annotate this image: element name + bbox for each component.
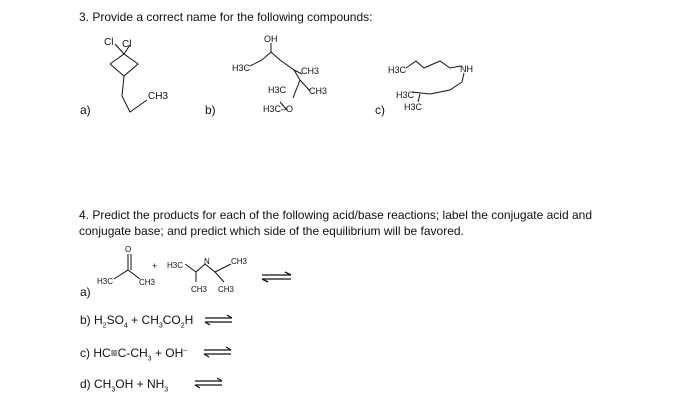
amine-methyl-left: H3C: [167, 261, 184, 270]
trimethylamine-structure: [167, 257, 248, 294]
reaction-c-label: c): [80, 346, 90, 360]
acetone-methyl-right: CH3: [139, 278, 156, 287]
methoxy-label-3b: H3C–O: [263, 104, 294, 114]
acetone-methyl-left: H3C: [97, 277, 114, 286]
reaction-b: b) $H_2SO_4 + CH_3CO_2H$: [80, 313, 194, 330]
equilibrium-arrow-d: [195, 378, 222, 388]
methyl-label-3a: CH3: [148, 91, 169, 102]
chlorine-label-2: Cl: [122, 39, 132, 50]
equilibrium-arrow-a: [262, 272, 291, 282]
reaction-a-label: a): [80, 285, 91, 299]
question-4-prompt-line-2: conjugate base; and predict which side of the equilibrium will be favored.: [79, 224, 464, 238]
methyl-top-3c: H3C: [388, 65, 407, 75]
chlorine-label-1: Cl: [104, 37, 114, 48]
methyl-inner-3b: H3C: [268, 85, 287, 95]
compound-3a-label: a): [80, 103, 91, 117]
amine-methyl-bottom-2: CH3: [218, 285, 235, 294]
reaction-d-label: d): [80, 377, 91, 391]
reaction-c: c) $HC\equiv C-CH_3 + OH^-$: [80, 346, 188, 363]
svg-text:O: O: [125, 245, 132, 254]
equilibrium-arrow-b: [205, 315, 232, 325]
amine-methyl-bottom-1: CH3: [191, 285, 208, 294]
equilibrium-arrow-c: [204, 347, 231, 357]
compound-3b-label: b): [205, 103, 216, 117]
methyl-branch-3b: CH3: [309, 86, 328, 96]
amine-methyl-right: CH3: [231, 257, 248, 266]
reaction-a-plus: +: [152, 261, 158, 271]
question-4-prompt-line-1: 4. Predict the products for each of the following acid/base reactions; label the conjugate acid and: [79, 208, 592, 222]
methyl-right-3b: CH3: [301, 66, 320, 76]
methyl-mid-3c: H3C: [396, 90, 415, 100]
amine-label-3c: NH: [460, 64, 473, 74]
reaction-d: d) $CH_3OH + NH_3$: [80, 377, 169, 394]
hydroxyl-label-3b: OH: [264, 34, 278, 44]
methyl-bottom-3c: H3C: [404, 102, 423, 112]
reaction-b-label: b): [80, 313, 91, 327]
methyl-left-3b: H3C: [232, 63, 251, 73]
compound-3c-label: c): [375, 103, 385, 117]
question-3-prompt: 3. Provide a correct name for the following compounds:: [79, 10, 373, 24]
amine-nitrogen: N: [204, 257, 210, 266]
acetone-structure: [97, 245, 156, 287]
